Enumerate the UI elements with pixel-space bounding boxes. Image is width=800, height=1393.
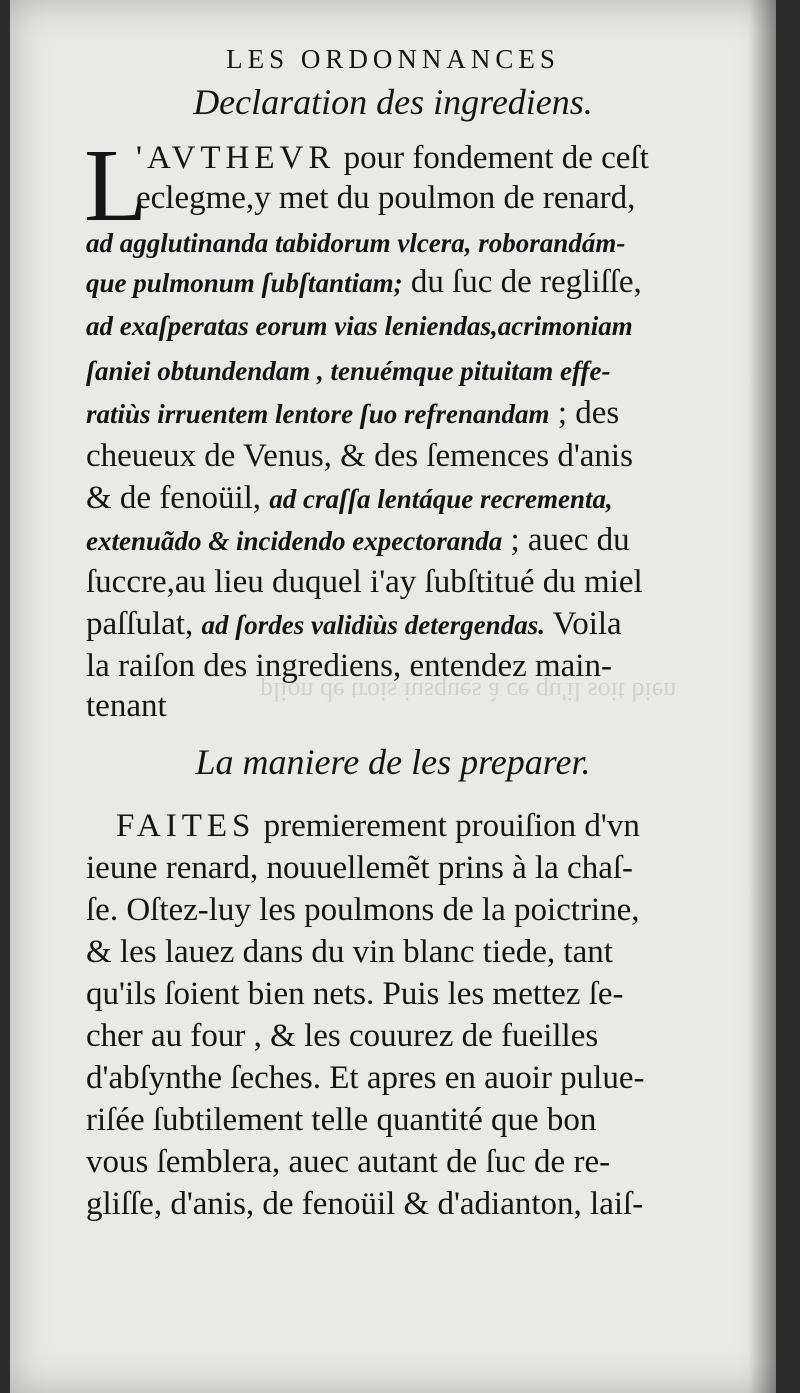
roman-text: paſſulat, (86, 606, 202, 642)
roman-text: la raiſon des ingrediens, entendez main- (86, 648, 612, 684)
section-heading-ingredients: Declaration des ingrediens. (193, 82, 593, 122)
bleed-through-text: plion de trois iusques à ce qu'il soit bien (260, 677, 677, 706)
text-line (86, 1184, 643, 1224)
page-edge-shadow (748, 0, 776, 1393)
roman-text: cheueux de Venus, & des ſemences d'anis (86, 438, 633, 474)
running-head: LES ORDONNANCES (226, 44, 560, 74)
text-line (86, 932, 613, 972)
text-line (86, 478, 613, 519)
text-line (86, 686, 167, 726)
roman-text: d'abſynthe ſeches. Et apres en auoir pulue- (86, 1060, 645, 1096)
text-line (86, 350, 611, 391)
text-line (86, 1016, 598, 1056)
roman-text: pour fondement de ceſt (335, 140, 649, 176)
roman-text: gliſſe, d'anis, de fenoüil & d'adianton, laiſ- (86, 1186, 644, 1222)
text-line (86, 562, 643, 602)
latin-text: extenuãdo & incidendo expectoranda (86, 526, 503, 556)
text-line (136, 138, 649, 178)
latin-text: que pulmonum ſubſtantiam; (86, 268, 403, 298)
roman-text: ſe. Oſtez-luy les poulmons de la poictrine, (86, 892, 640, 928)
text-line (136, 178, 635, 218)
roman-text: du ſuc de regliſſe, (402, 264, 642, 300)
text-line (86, 1100, 596, 1140)
latin-text: ſaniei obtundendam , tenuémque pituitam effe- (86, 356, 611, 386)
roman-text: Voila (544, 606, 622, 642)
text-line (86, 393, 619, 434)
first-word: FAITES (116, 808, 256, 844)
text-line (86, 222, 625, 263)
text-line (86, 305, 633, 346)
drop-cap: L (84, 128, 148, 243)
roman-text: ; auec du (502, 522, 630, 558)
latin-text: ad ſordes validiùs detergendas. (201, 610, 545, 640)
first-word: 'AVTHEVR (136, 140, 336, 176)
roman-text: riſée ſubtilement telle quantité que bon (86, 1102, 597, 1138)
roman-text: tenant (86, 688, 167, 724)
text-line (86, 1058, 645, 1098)
roman-text: ſuccre,au lieu duquel i'ay ſubſtitué du miel (86, 564, 643, 600)
roman-text: eclegme,y met du poulmon de renard, (136, 180, 636, 216)
text-line (86, 520, 630, 561)
text-line (86, 436, 633, 476)
roman-text: & de fenoüil, (86, 480, 270, 516)
latin-text: ratiùs irruentem lentore ſuo refrenandam (86, 399, 550, 429)
text-line (86, 974, 624, 1014)
text-line (86, 1142, 610, 1182)
text-line (86, 262, 642, 303)
text-line (86, 890, 640, 930)
latin-text: ad agglutinanda tabidorum vlcera, roborandám- (86, 228, 626, 258)
text-line (86, 604, 622, 645)
text-line (116, 806, 640, 846)
roman-text: qu'ils ſoient bien nets. Puis les mettez ſe- (86, 976, 624, 1012)
latin-text: ad craſſa lentáque recrementa, (269, 484, 613, 514)
roman-text: ; des (549, 395, 620, 431)
text-line (86, 848, 633, 888)
roman-text: vous ſemblera, auec autant de ſuc de re- (86, 1144, 611, 1180)
roman-text: & les lauez dans du vin blanc tiede, tant (86, 934, 613, 970)
section-heading-preparation: La maniere de les preparer. (195, 742, 591, 782)
latin-text: ad exaſperatas eorum vias leniendas,acrimoniam (86, 311, 633, 341)
roman-text: ieune renard, nouuellemẽt prins à la chaſ- (86, 850, 634, 886)
book-page (10, 0, 776, 1393)
roman-text: premierement prouiſion d'vn (255, 808, 640, 844)
roman-text: cher au four , & les couurez de fueilles (86, 1018, 599, 1054)
